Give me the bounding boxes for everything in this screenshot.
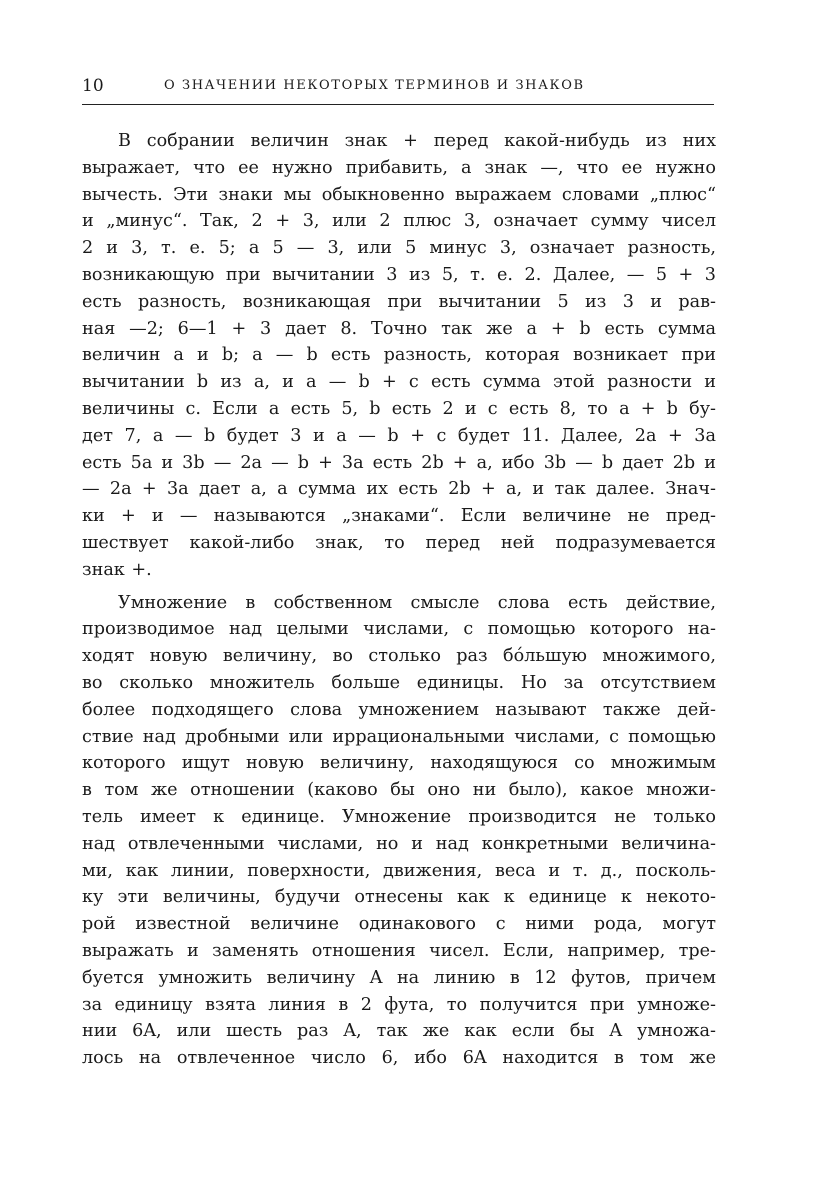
text-line: рой известной величине одинакового с ними рода, могут xyxy=(82,914,716,935)
running-title: О ЗНАЧЕНИИ НЕКОТОРЫХ ТЕРМИНОВ И ЗНАКОВ xyxy=(164,78,585,93)
text-line: ми, как линии, поверхности, движения, веса и т. д., посколь- xyxy=(82,860,716,881)
text-line: знак +. xyxy=(82,559,152,580)
text-line: буется умножить величину A на линию в 12 футов, причем xyxy=(82,967,716,988)
text-line: дет 7, a — b будет 3 и a — b + c будет 11. Далее, 2a + 3a xyxy=(82,425,716,446)
text-line: ки + и — называются „знаками“. Если величине не пред- xyxy=(82,506,716,527)
text-line: нии 6A, или шесть раз A, так же как если бы A умножа- xyxy=(82,1021,716,1042)
text-line: В собрании величин знак + перед какой-нибудь из них xyxy=(118,131,716,151)
text-line: лось на отвлеченное число 6, ибо 6A находится в том же xyxy=(82,1048,716,1069)
text-line: ствие над дробными или иррациональными числами, с помощью xyxy=(82,726,716,747)
body-text xyxy=(82,128,716,1072)
text-line: более подходящего слова умножением называют также дей- xyxy=(82,699,716,720)
text-line: ку эти величины, будучи отнесены как к единице к некото- xyxy=(82,887,716,908)
text-line: — 2a + 3a дает a, а сумма их есть 2b + a, и так далее. Знач- xyxy=(82,479,716,500)
text-line: в том же отношении (каково бы оно ни было), какое множи- xyxy=(82,780,716,801)
page-number: 10 xyxy=(82,76,104,96)
text-line: есть разность, возникающая при вычитании 5 из 3 и рав- xyxy=(82,291,716,312)
text-line: производимое над целыми числами, с помощью которого на- xyxy=(82,619,716,640)
text-line: над отвлеченными числами, но и над конкретными величина- xyxy=(82,833,716,854)
text-line: и „минус“. Так, 2 + 3, или 2 плюс 3, означает сумму чисел xyxy=(82,211,716,232)
text-line: вычесть. Эти знаки мы обыкновенно выражаем словами „плюс“ xyxy=(82,184,716,205)
text-line: выражает, что ее нужно прибавить, а знак —, что ее нужно xyxy=(82,157,716,178)
text-line: во сколько множитель больше единицы. Но за отсутствием xyxy=(82,672,716,693)
text-line: которого ищут новую величину, находящуюся со множимым xyxy=(82,753,716,774)
text-line: шествует какой-либо знак, то перед ней подразумевается xyxy=(82,532,716,553)
text-line: величин a и b; a — b есть разность, которая возникает при xyxy=(82,345,716,366)
text-line: ходят новую величину, во столько раз бо́льшую множимого, xyxy=(82,646,716,667)
text-line: Умножение в собственном смысле слова есть действие, xyxy=(118,592,716,613)
text-line: величины c. Если a есть 5, b есть 2 и c есть 8, то a + b бу- xyxy=(82,398,716,419)
text-line: ная —2; 6—1 + 3 дает 8. Точно так же a + b есть сумма xyxy=(82,318,716,339)
text-line: есть 5a и 3b — 2a — b + 3a есть 2b + a, ибо 3b — b дает 2b и xyxy=(82,452,716,473)
text-line: вычитании b из a, и a — b + c есть сумма этой разности и xyxy=(82,372,716,393)
paragraph-2 xyxy=(82,590,716,1072)
text-line: за единицу взята линия в 2 фута, то получится при умноже- xyxy=(82,994,716,1015)
text-line: возникающую при вычитании 3 из 5, т. е. 2. Далее, — 5 + 3 xyxy=(82,264,716,285)
paragraph-1 xyxy=(82,128,716,584)
text-line: выражать и заменять отношения чисел. Если, например, тре- xyxy=(82,940,716,961)
header-rule xyxy=(82,104,714,105)
text-line: 2 и 3, т. е. 5; а 5 — 3, или 5 минус 3, означает разность, xyxy=(82,238,716,259)
running-header xyxy=(82,74,714,100)
text-line: тель имеет к единице. Умножение производится не только xyxy=(82,806,716,827)
